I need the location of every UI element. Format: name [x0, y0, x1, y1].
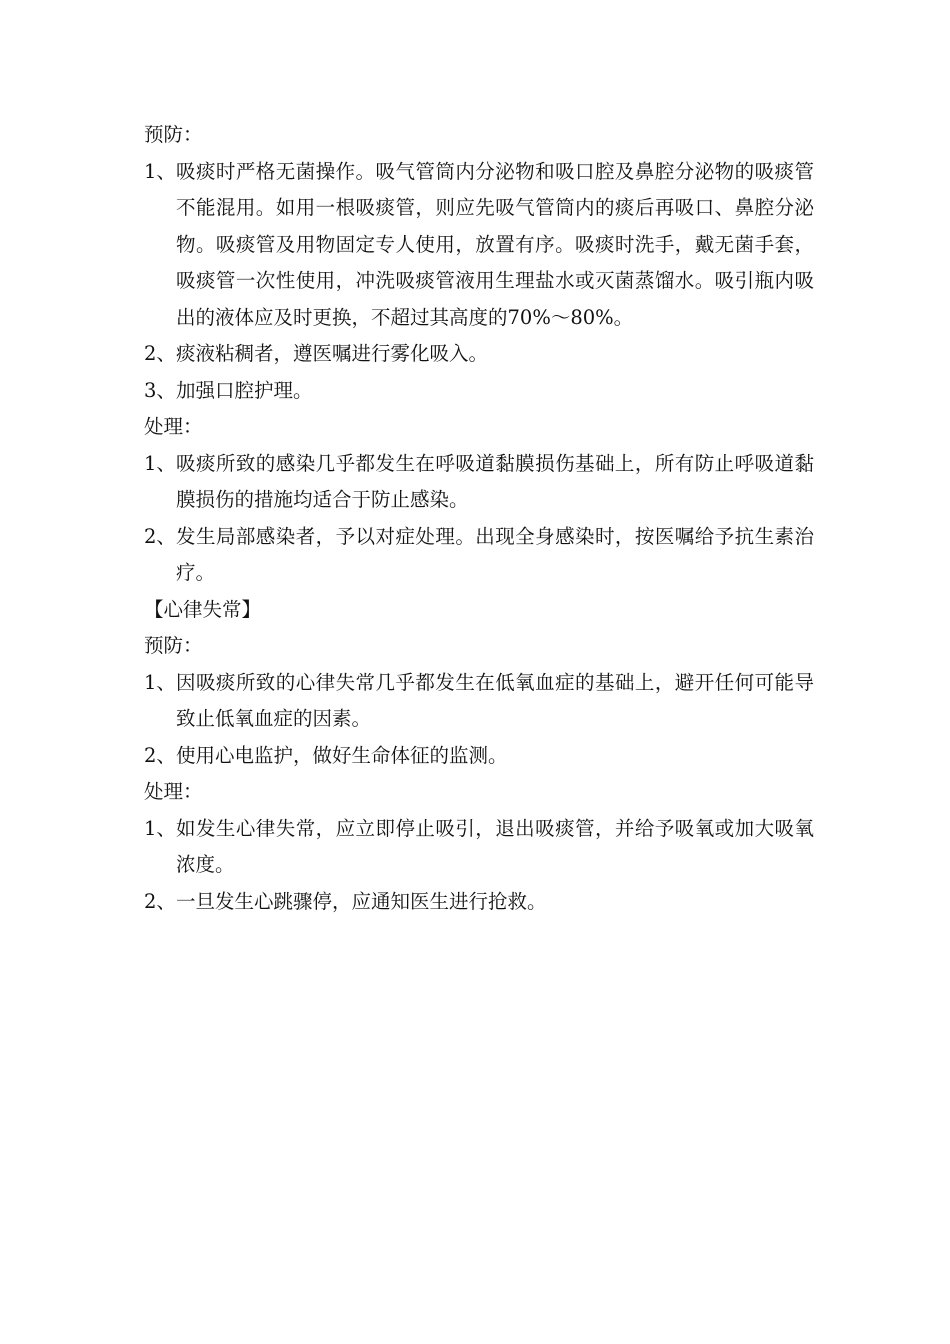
list-item-text: 痰液粘稠者，遵医嘱进行雾化吸入。	[176, 342, 489, 365]
list-item-number: 1、	[144, 451, 176, 475]
section-heading-prevention: 预防：	[144, 634, 203, 657]
list-item	[144, 373, 814, 410]
list-item	[144, 811, 814, 884]
list-item-text: 一旦发生心跳骤停，应通知医生进行抢救。	[176, 889, 547, 913]
list-item-number: 1、	[144, 670, 176, 694]
section-heading-prevention: 预防：	[144, 123, 203, 146]
list-item-text: 吸痰时严格无菌操作。吸气管筒内分泌物和吸口腔及鼻腔分泌物的吸痰管不能混用。如用一根吸痰管，则应先吸气管筒内的痰后再吸口、鼻腔分泌物。吸痰管及用物固定专人使用，放置有序。吸痰时洗手，戴无菌手套，吸痰管一次性使用，冲洗吸痰管液用生理盐水或灭菌蒸馏水。吸引瓶内吸出的液体应及时更换，不超过其高度的70%～80%。	[176, 159, 814, 329]
list-item	[144, 738, 814, 775]
document-page	[144, 117, 814, 920]
list-item-number: 1、	[144, 159, 176, 183]
list-item-text: 发生局部感染者，予以对症处理。出现全身感染时，按医嘱给予抗生素治疗。	[176, 524, 814, 584]
list-item-number: 2、	[144, 342, 176, 365]
list-item-number: 2、	[144, 524, 176, 548]
list-item-number: 3、	[144, 378, 176, 402]
list-item	[144, 336, 814, 373]
section-title-arrhythmia: 【心律失常】	[144, 597, 262, 621]
list-item	[144, 446, 814, 519]
list-item-text: 因吸痰所致的心律失常几乎都发生在低氧血症的基础上，避开任何可能导致止低氧血症的因素。	[176, 670, 814, 730]
section-heading-treatment: 处理：	[144, 780, 203, 803]
list-item	[144, 154, 814, 337]
list-item-text: 如发生心律失常，应立即停止吸引，退出吸痰管，并给予吸氧或加大吸氧浓度。	[176, 816, 814, 876]
section-heading-treatment: 处理：	[144, 415, 203, 438]
list-item-text: 加强口腔护理。	[176, 378, 313, 402]
list-item	[144, 884, 814, 921]
list-item-number: 1、	[144, 816, 176, 840]
list-item-number: 2、	[144, 889, 176, 913]
list-item	[144, 665, 814, 738]
list-item-text: 吸痰所致的感染几乎都发生在呼吸道黏膜损伤基础上，所有防止呼吸道黏膜损伤的措施均适合于防止感染。	[176, 451, 814, 511]
list-item-number: 2、	[144, 743, 176, 767]
list-item-text: 使用心电监护，做好生命体征的监测。	[176, 743, 508, 767]
list-item	[144, 519, 814, 592]
